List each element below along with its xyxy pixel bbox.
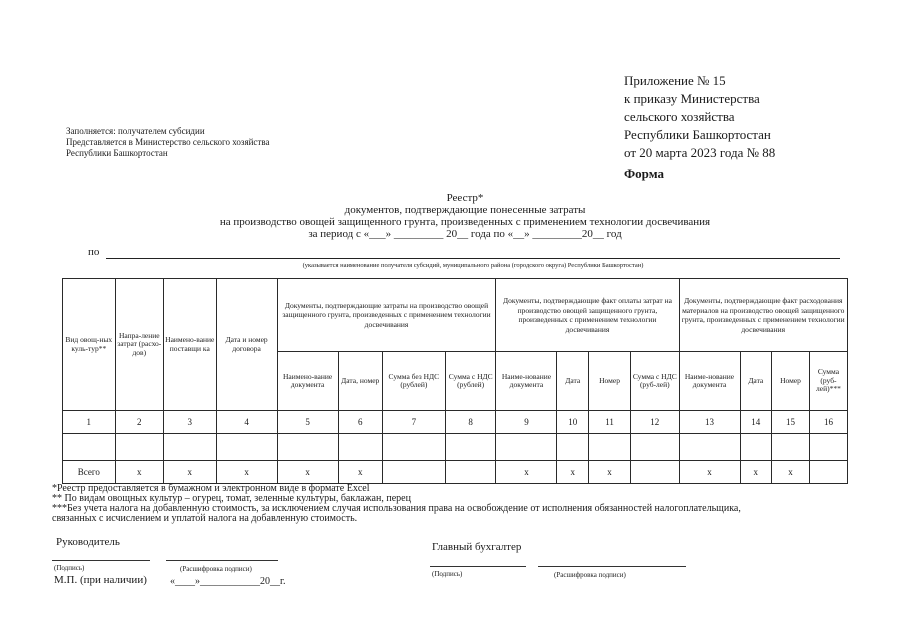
table-cell[interactable] <box>382 434 445 461</box>
header-crop-type: Вид овощ-ных куль-тур** <box>63 279 116 411</box>
total-cell: x <box>557 461 589 484</box>
column-number: 9 <box>496 411 557 434</box>
column-number: 7 <box>382 411 445 434</box>
column-number: 15 <box>772 411 810 434</box>
column-number: 3 <box>163 411 216 434</box>
header-group-materials: Документы, подтверждающие факт расходования материалов на производство овощей защищенного грунта, произведенных с применением технологии досвечивания <box>679 279 848 352</box>
appendix-line: к приказу Министерства <box>624 91 760 106</box>
appendix-reference <box>624 72 775 162</box>
head-signature-field[interactable] <box>52 560 150 561</box>
total-cell[interactable] <box>445 461 496 484</box>
table-cell[interactable] <box>631 434 679 461</box>
header-date: Дата <box>557 352 589 411</box>
title-line: на производство овощей защищенного грунта, произведенных с применением технологии досвечивания <box>219 216 711 228</box>
date-field[interactable]: «____»____________20__г. <box>170 576 286 587</box>
column-number: 12 <box>631 411 679 434</box>
header-group-costs: Документы, подтверждающие затраты на производство овощей защищенного грунта, произведенных с применением технологии досвечивания <box>277 279 496 352</box>
table-row <box>63 434 848 461</box>
total-cell: x <box>115 461 163 484</box>
total-cell: x <box>740 461 772 484</box>
total-cell: x <box>338 461 382 484</box>
table-cell[interactable] <box>772 434 810 461</box>
appendix-line: Республики Башкортостан <box>624 127 771 142</box>
footnote: ***Без учета налога на добавленную стоимость, за исключением случая использования права на освобождение от исполнения обязанностей налогоплательщика, <box>52 503 741 514</box>
footnote: связанных с исчислением и уплатой налога на добавленную стоимость. <box>52 513 358 524</box>
total-label: Всего <box>63 461 116 484</box>
column-number: 4 <box>216 411 277 434</box>
column-number: 14 <box>740 411 772 434</box>
table-cell[interactable] <box>557 434 589 461</box>
header-number: Номер <box>589 352 631 411</box>
footnotes <box>52 484 872 524</box>
table-cell[interactable] <box>809 434 847 461</box>
title-heading: Реестр* <box>446 192 484 204</box>
header-number: Номер <box>772 352 810 411</box>
header-expense-direction: Напра-ление затрат (расхо-дов) <box>115 279 163 411</box>
total-cell[interactable] <box>809 461 847 484</box>
document-title <box>150 192 780 240</box>
total-cell[interactable] <box>382 461 445 484</box>
table-cell[interactable] <box>163 434 216 461</box>
total-cell[interactable] <box>631 461 679 484</box>
header-sum: Сумма (руб-лей)*** <box>809 352 847 411</box>
total-cell: x <box>216 461 277 484</box>
appendix-line: от 20 марта 2023 года № 88 <box>624 145 776 160</box>
table-cell[interactable] <box>496 434 557 461</box>
column-number: 16 <box>809 411 847 434</box>
head-sign-caption: (Подпись) <box>54 564 85 572</box>
fill-info <box>66 126 269 159</box>
table-cell[interactable] <box>63 434 116 461</box>
header-contract-date-number: Дата и номер договора <box>216 279 277 411</box>
column-number: 6 <box>338 411 382 434</box>
table-cell[interactable] <box>445 434 496 461</box>
accountant-decode-field[interactable] <box>538 566 686 567</box>
total-cell: x <box>772 461 810 484</box>
register-table <box>62 278 848 484</box>
total-cell: x <box>277 461 338 484</box>
fill-info-line: Республики Башкортостан <box>66 148 168 158</box>
po-label: по <box>88 246 100 258</box>
header-sum-vat: Сумма с НДС (рублей) <box>445 352 496 411</box>
footnote: *Реестр предоставляется в бумажном и электронном виде в формате Excel <box>52 483 370 494</box>
header-doc-name: Наиме-нование документа <box>496 352 557 411</box>
recipient-caption: (указывается наименование получателя субсидий, муниципального района (городского округа) Республики Башкортостан) <box>302 262 644 269</box>
column-numbers-row <box>63 411 848 434</box>
column-number: 8 <box>445 411 496 434</box>
column-number: 11 <box>589 411 631 434</box>
head-label: Руководитель <box>56 536 120 548</box>
column-number: 10 <box>557 411 589 434</box>
table-cell[interactable] <box>277 434 338 461</box>
header-sum-vat: Сумма с НДС (руб-лей) <box>631 352 679 411</box>
form-label: Форма <box>624 166 664 181</box>
recipient-field[interactable] <box>106 258 840 259</box>
head-decode-field[interactable] <box>166 560 278 561</box>
title-line: документов, подтверждающие понесенные затраты <box>344 204 586 216</box>
accountant-decode-caption: (Расшифровка подписи) <box>554 571 626 579</box>
table-cell[interactable] <box>589 434 631 461</box>
header-date-number: Дата, номер <box>338 352 382 411</box>
fill-info-line: Представляется в Министерство сельского хозяйства <box>66 137 270 147</box>
header-doc-name: Наимено-вание документа <box>277 352 338 411</box>
table-cell[interactable] <box>740 434 772 461</box>
table-cell[interactable] <box>338 434 382 461</box>
accountant-signature-field[interactable] <box>430 566 526 567</box>
column-number: 2 <box>115 411 163 434</box>
accountant-sign-caption: (Подпись) <box>432 570 463 578</box>
fill-info-line: Заполняется: получателем субсидии <box>66 126 205 136</box>
column-number: 1 <box>63 411 116 434</box>
accountant-label: Главный бухгалтер <box>432 541 522 553</box>
appendix-line: Приложение № 15 <box>624 73 726 88</box>
total-cell: x <box>589 461 631 484</box>
footnote: ** По видам овощных культур – огурец, томат, зеленные культуры, баклажан, перец <box>52 493 411 504</box>
total-row <box>63 461 848 484</box>
header-sum-no-vat: Сумма без НДС (рублей) <box>382 352 445 411</box>
stamp-label: М.П. (при наличии) <box>54 574 147 586</box>
title-period: за период с «___» _________ 20__ года по «__» _________20__ год <box>308 228 622 240</box>
column-number: 5 <box>277 411 338 434</box>
header-supplier-name: Наимено-вание поставщи ка <box>163 279 216 411</box>
head-decode-caption: (Расшифровка подписи) <box>180 565 252 573</box>
column-number: 13 <box>679 411 740 434</box>
appendix-line: сельского хозяйства <box>624 109 735 124</box>
table-cell[interactable] <box>216 434 277 461</box>
total-cell: x <box>163 461 216 484</box>
header-doc-name: Наиме-нование документа <box>679 352 740 411</box>
header-group-payment: Документы, подтверждающие факт оплаты затрат на производство овощей защищенного грунта, произведенных с применением технологии досвечивания <box>496 279 679 352</box>
total-cell: x <box>679 461 740 484</box>
table-cell[interactable] <box>679 434 740 461</box>
total-cell: x <box>496 461 557 484</box>
header-date: Дата <box>740 352 772 411</box>
table-cell[interactable] <box>115 434 163 461</box>
